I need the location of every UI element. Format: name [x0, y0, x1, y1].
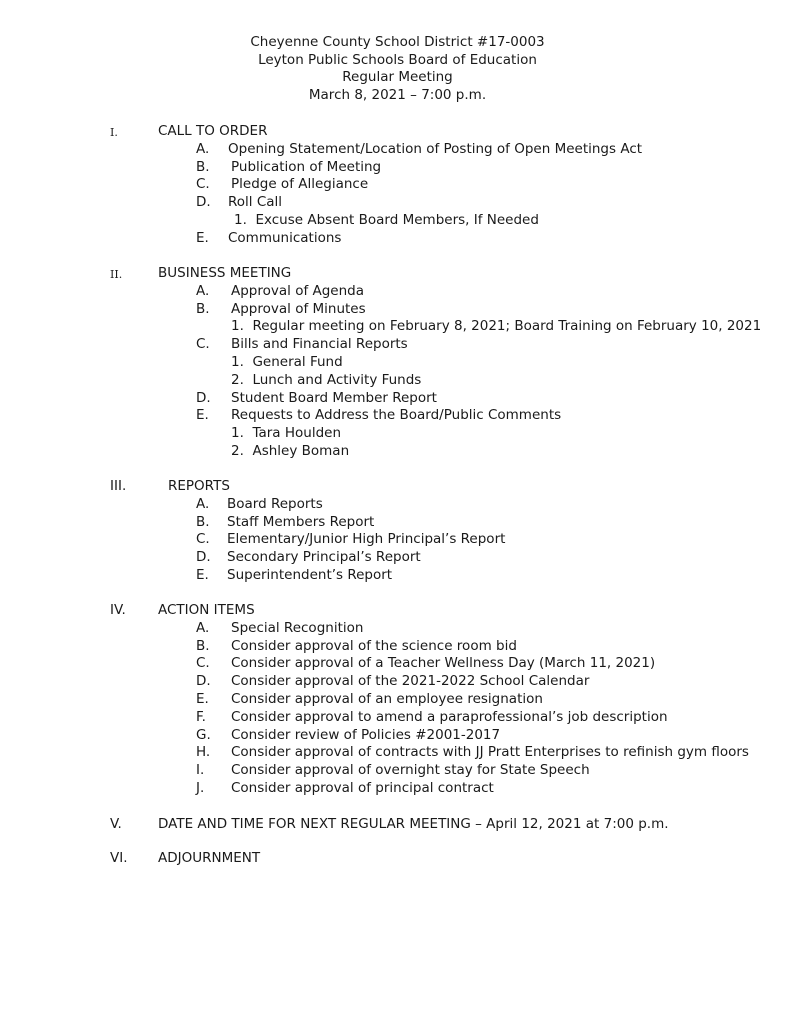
sub-item: 1. Regular meeting on February 8, 2021; Board Training on February 10, 2021 [231, 318, 762, 335]
item-letter: H. [196, 744, 211, 761]
section-title: CALL TO ORDER [158, 123, 268, 139]
agenda-item: Consider approval of contracts with JJ Pratt Enterprises to refinish gym floors [231, 744, 749, 761]
item-letter: D. [196, 549, 211, 566]
item-letter: A. [196, 140, 210, 157]
agenda-item: Approval of Agenda [231, 282, 365, 299]
agenda-item: Staff Members Report [227, 513, 375, 530]
item-letter: B. [196, 637, 210, 654]
agenda-item: Publication of Meeting [231, 158, 382, 175]
agenda-item: Superintendent’s Report [227, 567, 393, 583]
item-letter: C. [196, 176, 210, 193]
agenda-item: Consider approval of overnight stay for State Speech [231, 762, 590, 779]
section-title: REPORTS [168, 478, 230, 494]
sub-item: 1. Excuse Absent Board Members, If Needed [234, 212, 539, 228]
item-letter: C. [196, 531, 210, 548]
meeting-type: Regular Meeting [342, 69, 453, 85]
sub-item: 2. Lunch and Activity Funds [231, 371, 422, 388]
section-numeral: VI. [110, 850, 128, 866]
agenda-item: Consider approval of the 2021-2022 School Calendar [231, 673, 590, 690]
agenda-item: Consider review of Policies #2001-2017 [231, 726, 501, 743]
agenda-item: Approval of Minutes [231, 300, 366, 317]
item-letter: B. [196, 158, 210, 175]
item-letter: C. [196, 336, 210, 353]
document-header [0, 34, 795, 104]
agenda-item: Elementary/Junior High Principal’s Report [227, 531, 506, 548]
section-numeral: I. [110, 126, 118, 139]
sub-item: 2. Ashley Boman [231, 443, 350, 459]
item-letter: J. [196, 780, 205, 796]
section-title: DATE AND TIME FOR NEXT REGULAR MEETING – April 12, 2021 at 7:00 p.m. [158, 816, 669, 832]
item-letter: I. [196, 762, 205, 779]
agenda-item: Opening Statement/Location of Posting of Open Meetings Act [228, 140, 643, 157]
agenda-item: Consider approval of principal contract [231, 780, 494, 796]
agenda-item: Consider approval to amend a paraprofessional’s job description [231, 708, 668, 725]
agenda-item: Consider approval of a Teacher Wellness Day (March 11, 2021) [231, 655, 656, 672]
agenda-item: Consider approval of an employee resignation [231, 691, 543, 707]
item-letter: D. [196, 389, 211, 406]
section-title: BUSINESS MEETING [158, 265, 292, 281]
section-numeral: IV. [110, 602, 126, 618]
agenda-item: Special Recognition [231, 619, 364, 636]
section-title: ACTION ITEMS [158, 602, 255, 618]
agenda-item: Consider approval of the science room bid [231, 637, 517, 654]
section-numeral: II. [110, 268, 123, 281]
item-letter: E. [196, 229, 209, 246]
item-letter: D. [196, 673, 211, 690]
board-name: Leyton Public Schools Board of Education [258, 51, 537, 68]
item-letter: C. [196, 655, 210, 672]
item-letter: E. [196, 691, 209, 707]
item-letter: D. [196, 194, 211, 211]
agenda-item: Requests to Address the Board/Public Comments [231, 407, 562, 424]
item-letter: E. [196, 567, 209, 583]
sub-item: 1. General Fund [231, 354, 343, 370]
item-letter: B. [196, 300, 210, 317]
item-letter: A. [196, 495, 210, 512]
item-letter: B. [196, 513, 210, 530]
agenda-item: Student Board Member Report [231, 389, 437, 406]
agenda-item: Roll Call [228, 194, 283, 211]
item-letter: E. [196, 407, 209, 424]
district-name: Cheyenne County School District #17-0003 [250, 34, 545, 50]
section-numeral: V. [110, 816, 122, 832]
section-title: ADJOURNMENT [158, 850, 261, 866]
agenda-item: Secondary Principal’s Report [227, 549, 421, 566]
section-numeral: III. [110, 478, 127, 494]
item-letter: A. [196, 619, 210, 636]
item-letter: G. [196, 726, 211, 743]
item-letter: F. [196, 708, 206, 725]
agenda-item: Bills and Financial Reports [231, 336, 408, 353]
item-letter: A. [196, 282, 210, 299]
agenda-item: Communications [228, 229, 342, 246]
sub-item: 1. Tara Houlden [231, 425, 342, 442]
agenda-item: Board Reports [227, 495, 323, 512]
meeting-date: March 8, 2021 – 7:00 p.m. [308, 86, 487, 103]
agenda-item: Pledge of Allegiance [231, 176, 369, 193]
